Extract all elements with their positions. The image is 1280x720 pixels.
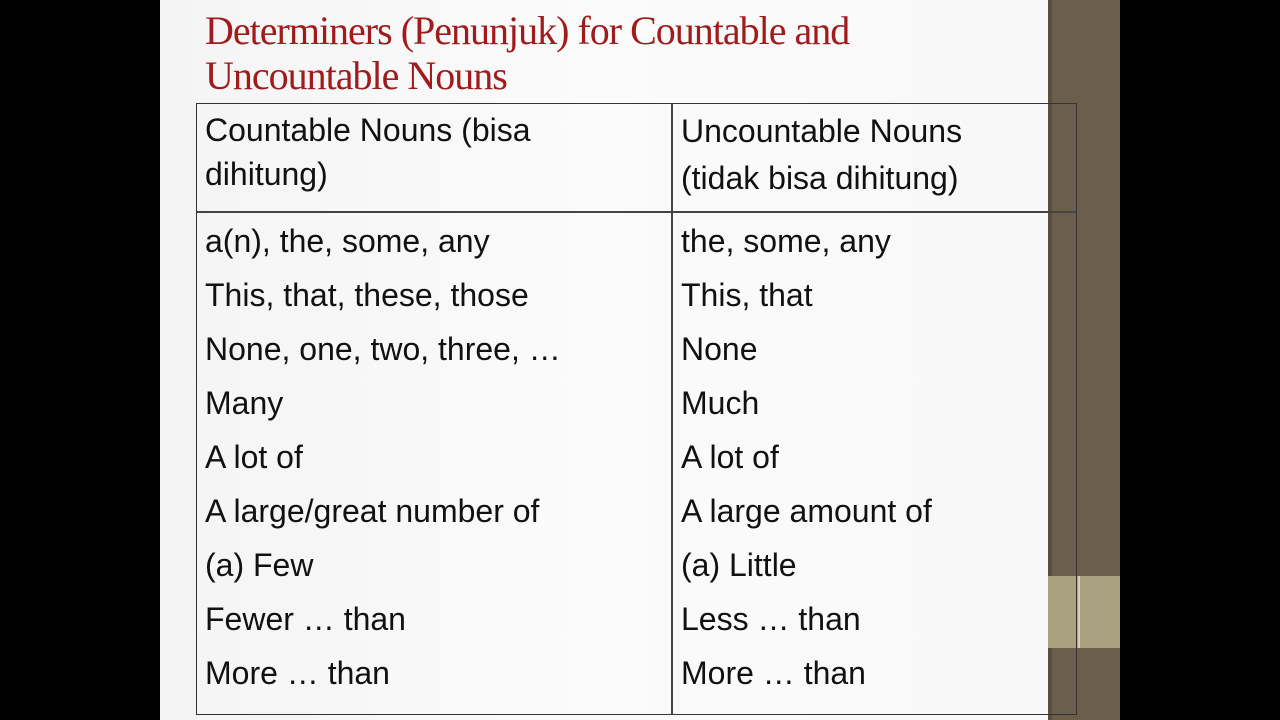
header-countable — [205, 108, 665, 196]
list-item: Many — [205, 385, 284, 421]
title-line-1: Determiners (Penunjuk) for Countable and — [205, 8, 850, 53]
header-countable-line2: dihitung) — [205, 156, 328, 192]
header-divider — [197, 211, 1076, 213]
list-item: A lot of — [681, 439, 779, 475]
list-item: None, one, two, three, … — [205, 331, 561, 367]
column-divider — [671, 104, 673, 714]
determiners-table — [196, 103, 1077, 715]
list-item: This, that — [681, 277, 813, 313]
header-countable-line1: Countable Nouns (bisa — [205, 112, 531, 148]
list-item: (a) Little — [681, 547, 797, 583]
list-item: Less … than — [681, 601, 861, 637]
list-item: A lot of — [205, 439, 303, 475]
list-item: Fewer … than — [205, 601, 406, 637]
slide-title — [205, 8, 1045, 98]
list-item: A large amount of — [681, 493, 932, 529]
list-item: A large/great number of — [205, 493, 540, 529]
list-item: (a) Few — [205, 547, 314, 583]
list-item: Much — [681, 385, 760, 421]
list-item: the, some, any — [681, 223, 891, 259]
list-item: More … than — [681, 655, 866, 691]
header-uncountable-line2: (tidak bisa dihitung) — [681, 160, 959, 196]
list-item: More … than — [205, 655, 390, 691]
header-uncountable-line1: Uncountable Nouns — [681, 113, 963, 149]
countable-list — [205, 214, 665, 700]
uncountable-list — [681, 214, 1071, 700]
list-item: a(n), the, some, any — [205, 223, 490, 259]
slide — [160, 0, 1120, 720]
list-item: None — [681, 331, 758, 367]
list-item: This, that, these, those — [205, 277, 529, 313]
header-uncountable — [681, 108, 1071, 202]
title-line-2: Uncountable Nouns — [205, 53, 507, 98]
